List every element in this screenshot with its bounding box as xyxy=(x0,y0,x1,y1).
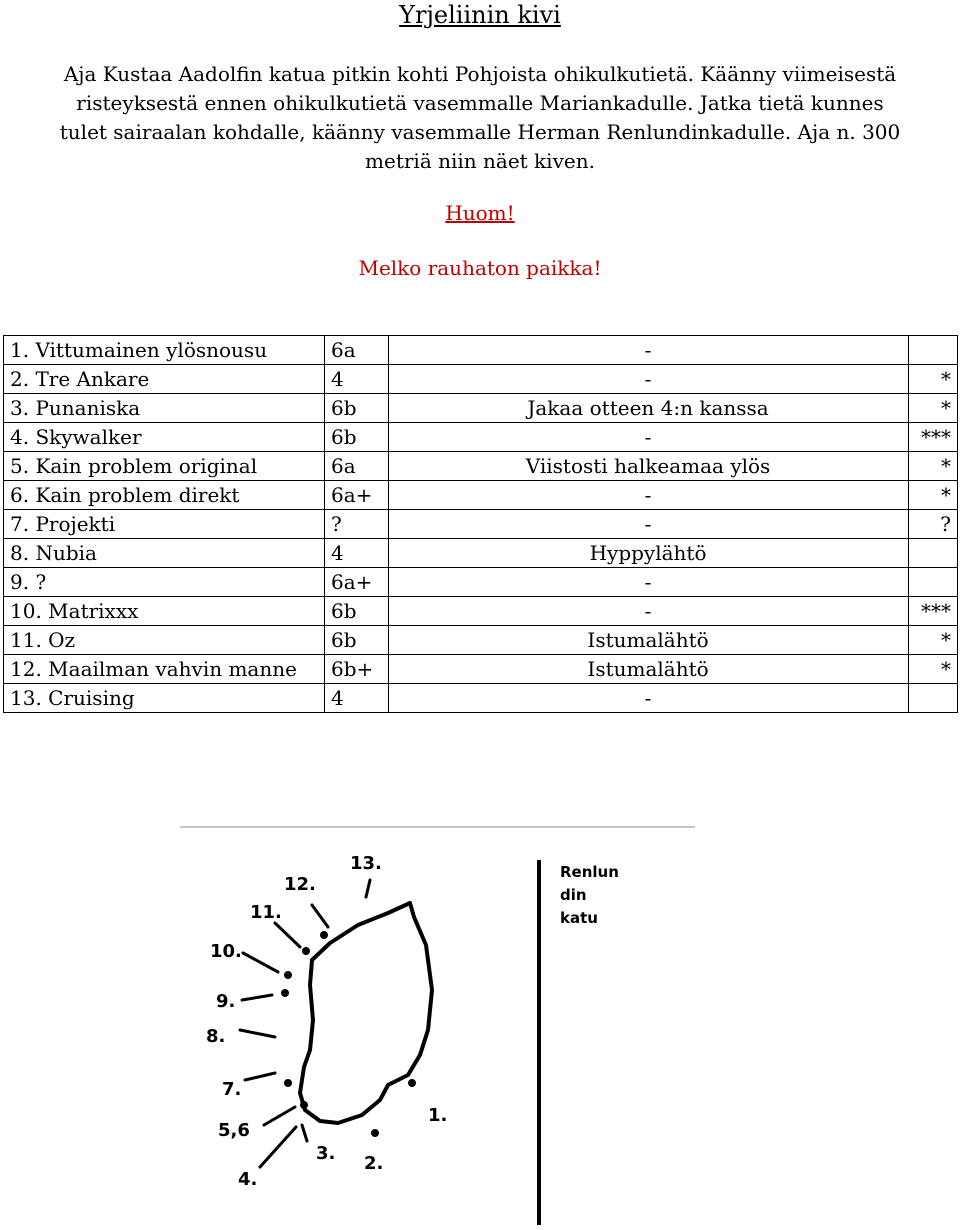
route-row xyxy=(4,365,958,394)
route-note: Istumalähtö xyxy=(388,626,908,655)
route-grade: 6b xyxy=(325,423,389,452)
route-note: - xyxy=(388,365,908,394)
route-name: 13. Cruising xyxy=(4,684,325,713)
map-label-2: 2. xyxy=(364,1153,384,1174)
route-name: 3. Punaniska xyxy=(4,394,325,423)
route-grade: 6b xyxy=(325,597,389,626)
route-stars: * xyxy=(908,394,958,423)
pointer-4 xyxy=(260,1127,296,1167)
route-stars xyxy=(908,539,958,568)
route-row xyxy=(4,336,958,365)
pointer-10 xyxy=(243,953,278,972)
street-label-1: Renlun xyxy=(560,863,619,881)
dot-9 xyxy=(283,991,288,996)
route-note: - xyxy=(388,568,908,597)
route-stars: *** xyxy=(908,423,958,452)
route-stars: *** xyxy=(908,597,958,626)
route-row xyxy=(4,539,958,568)
route-grade: 4 xyxy=(325,539,389,568)
route-row xyxy=(4,626,958,655)
route-note: - xyxy=(388,336,908,365)
route-row xyxy=(4,452,958,481)
route-name: 10. Matrixxx xyxy=(4,597,325,626)
route-name: 9. ? xyxy=(4,568,325,597)
map-label-9: 9. xyxy=(216,991,236,1012)
map-label-7: 7. xyxy=(222,1079,242,1100)
route-note: Hyppylähtö xyxy=(388,539,908,568)
pointer-12 xyxy=(312,905,328,927)
dot-56 xyxy=(302,1103,307,1108)
route-name: 8. Nubia xyxy=(4,539,325,568)
dot-2 xyxy=(373,1131,378,1136)
route-note: - xyxy=(388,423,908,452)
map-label-4: 4. xyxy=(238,1169,258,1190)
pointer-56 xyxy=(264,1107,295,1125)
route-row xyxy=(4,568,958,597)
route-table xyxy=(3,335,958,713)
route-row xyxy=(4,481,958,510)
map-label-13: 13. xyxy=(350,853,382,874)
route-row xyxy=(4,510,958,539)
map-label-1: 1. xyxy=(428,1105,448,1126)
route-grade: 6b+ xyxy=(325,655,389,684)
route-note: - xyxy=(388,597,908,626)
pointer-7 xyxy=(245,1073,275,1080)
route-note: - xyxy=(388,481,908,510)
route-name: 7. Projekti xyxy=(4,510,325,539)
route-name: 5. Kain problem original xyxy=(4,452,325,481)
route-note: Viistosti halkeamaa ylös xyxy=(388,452,908,481)
route-stars xyxy=(908,336,958,365)
route-note: - xyxy=(388,684,908,713)
map-label-11: 11. xyxy=(250,902,282,923)
route-name: 4. Skywalker xyxy=(4,423,325,452)
route-stars: * xyxy=(908,626,958,655)
route-grade: 6a+ xyxy=(325,481,389,510)
page-title: Yrjeliinin kivi xyxy=(399,1,561,29)
route-stars: ? xyxy=(908,510,958,539)
route-name: 12. Maailman vahvin manne xyxy=(4,655,325,684)
route-name: 2. Tre Ankare xyxy=(4,365,325,394)
route-grade: 4 xyxy=(325,365,389,394)
pointer-8 xyxy=(240,1030,275,1037)
route-stars: * xyxy=(908,452,958,481)
map-label-8: 8. xyxy=(206,1026,226,1047)
route-grade: 6b xyxy=(325,394,389,423)
pointer-9 xyxy=(242,995,272,1000)
route-grade: 6b xyxy=(325,626,389,655)
street-label-2: din xyxy=(560,886,587,904)
route-stars: * xyxy=(908,481,958,510)
boulder-map-svg xyxy=(180,825,700,1225)
directions-text: Aja Kustaa Aadolfin katua pitkin kohti Pohjoista ohikulkutietä. Käänny viimeisestä risteyksestä ennen ohikulkutietä vasemmalle Mariankadulle. Jatka tietä kunnes tulet sairaalan kohdalle, käänny vasemmalle Herman Renlundinkadulle. Aja n. 300 metriä niin näet kiven. xyxy=(59,62,901,173)
route-row xyxy=(4,684,958,713)
boulder-outline xyxy=(300,903,432,1123)
pointer-13 xyxy=(366,880,370,897)
map-label-10: 10. xyxy=(210,941,242,962)
map-label-3: 3. xyxy=(316,1143,336,1164)
boulder-map xyxy=(180,825,700,1225)
route-name: 1. Vittumainen ylösnousu xyxy=(4,336,325,365)
dot-11 xyxy=(304,949,309,954)
route-note: Istumalähtö xyxy=(388,655,908,684)
route-stars xyxy=(908,684,958,713)
dot-7 xyxy=(286,1081,291,1086)
route-grade: 6a xyxy=(325,452,389,481)
route-stars: * xyxy=(908,655,958,684)
route-stars xyxy=(908,568,958,597)
street-label-3: katu xyxy=(560,909,598,927)
route-name: 11. Oz xyxy=(4,626,325,655)
pointer-3 xyxy=(302,1125,307,1141)
route-grade: 6a+ xyxy=(325,568,389,597)
note-text: Melko rauhaton paikka! xyxy=(358,256,602,280)
route-row xyxy=(4,597,958,626)
route-row xyxy=(4,394,958,423)
dot-1 xyxy=(410,1081,415,1086)
route-stars: * xyxy=(908,365,958,394)
map-label-12: 12. xyxy=(284,874,316,895)
route-row xyxy=(4,423,958,452)
route-grade: 4 xyxy=(325,684,389,713)
route-grade: 6a xyxy=(325,336,389,365)
route-note: Jakaa otteen 4:n kanssa xyxy=(388,394,908,423)
dot-10 xyxy=(286,973,291,978)
note-label: Huom! xyxy=(445,201,515,225)
route-name: 6. Kain problem direkt xyxy=(4,481,325,510)
route-row xyxy=(4,655,958,684)
route-grade: ? xyxy=(325,510,389,539)
route-note: - xyxy=(388,510,908,539)
map-label-56: 5,6 xyxy=(218,1120,250,1141)
dot-12 xyxy=(322,933,327,938)
pointer-11 xyxy=(275,923,300,947)
